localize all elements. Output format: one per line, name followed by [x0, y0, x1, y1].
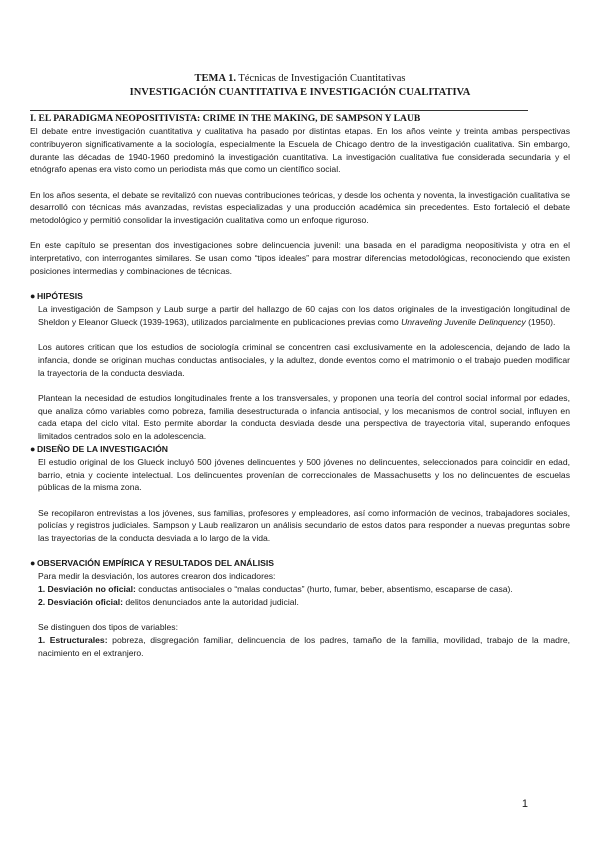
document-body [30, 112, 570, 659]
bullet-icon: ● [30, 291, 36, 301]
paragraph: En los años sesenta, el debate se revitalizó con nuevas contribuciones teóricas, y desde los ochenta y noventa, la investigación cualitativa se desarrolló con técnicas más avanzadas, revistas especializadas y una producción académica sin precedentes. Esto fortaleció el debate metodológico y permitió consolidar la investigación cualitativa como un enfoque riguroso. [30, 189, 570, 225]
bullet-icon: ● [30, 558, 36, 569]
section-title: I. EL PARADIGMA NEOPOSITIVISTA: CRIME IN THE MAKING, DE SAMPSON Y LAUB [30, 113, 421, 124]
list-item: 1. Desviación no oficial: conductas antisociales o “malas conductas” (hurto, fumar, beber, absentismo, escaparse de casa). [38, 584, 513, 594]
topic-number: TEMA 1. [194, 73, 236, 84]
subsection-heading-hipotesis: ● HIPÓTESIS [30, 291, 83, 301]
paragraph: Para medir la desviación, los autores crearon dos indicadores: [38, 571, 276, 582]
bullet-icon: ● [30, 443, 36, 454]
page-number: 1 [521, 798, 528, 810]
header-divider [30, 110, 528, 111]
list-item: 1. Estructurales: pobreza, disgregación familiar, delincuencia de los padres, tamaño de la familia, movilidad, trabajo de la madre, nacimiento en el extranjero. [38, 634, 570, 658]
subsection-heading-observacion: ● OBSERVACIÓN EMPÍRICA Y RESULTADOS DEL ANÁLISIS [30, 558, 274, 569]
topic-title [30, 72, 570, 86]
paragraph: Los autores critican que los estudios de sociología criminal se concentren casi exclusivamente en la adolescencia, dejando de lado la infancia, donde se originan muchas conductas antisociales, y la adultez, donde eventos como el matrimonio o el trabajo pueden modificar la trayectoria de la conducta desviada. [38, 342, 570, 378]
paragraph: El debate entre investigación cuantitativa y cualitativa ha pasado por distintas etapas. En los años veinte y treinta ambas perspectivas contribuyeron significativamente a la sociología, especialmente la Escuela de Chicago dentro de la investigación cualitativa. Sin embargo, durante las décadas de 1940-1960 predominó la investigación cuantitativa. La investigación cualitativa fue considerada secundaria y el etnógrafo apenas era visto como un periodista más que como un científico social. [30, 126, 570, 175]
paragraph: El estudio original de los Glueck incluyó 500 jóvenes delincuentes y 500 jóvenes no delincuentes, seleccionados para coincidir en edad, barrio, etnia y cociente intelectual. Los delincuentes provenían de correccionales de Massachusetts y los no delincuentes de escuelas públicas de la misma zona. [38, 456, 570, 493]
book-title: Unraveling Juvenile Delinquency [401, 316, 526, 327]
topic-name: Técnicas de Investigación Cuantitativas [235, 73, 406, 84]
list-item: 2. Desviación oficial: delitos denunciados ante la autoridad judicial. [38, 596, 299, 607]
paragraph: Plantean la necesidad de estudios longitudinales frente a los transversales, y proponen una teoría del control social informal por edades, que analiza cómo variables como pobreza, familia desestructurada o infancia antisocial, y los mecanismos de control social, influyen en cada etapa del ciclo vital. Esto permite abordar la conducta desviada desde una perspectiva de trayectoria vital, superando enfoques limitados centrados solo en la adolescencia. [38, 392, 570, 441]
document-header [30, 72, 570, 100]
subsection-heading-diseno: ● DISEÑO DE LA INVESTIGACIÓN [30, 443, 168, 454]
paragraph: Se recopilaron entrevistas a los jóvenes, sus familias, profesores y empleadores, así como información de vecinos, trabajadores sociales, policías y registros judiciales. Sampson y Laub realizaron un análisis secundario de estos datos para responder a nuevas preguntas sobre las trayectorias de la conducta desviada a lo largo de la vida. [38, 507, 570, 543]
topic-subtitle: INVESTIGACIÓN CUANTITATIVA E INVESTIGACIÓN CUALITATIVA [129, 87, 471, 98]
paragraph: La investigación de Sampson y Laub surge a partir del hallazgo de 60 cajas con los datos originales de la investigación longitudinal de Sheldon y Eleanor Glueck (1939-1963), utilizados parcialmente en publicaciones previas como Unraveling Juvenile Delinquency (1950). [38, 304, 570, 327]
paragraph: En este capítulo se presentan dos investigaciones sobre delincuencia juvenil: una basada en el paradigma neopositivista y otra en el interpretativo, con interrogantes similares. Se usan como “tipos ideales” para mostrar diferencias metodológicas, reconociendo que existen posiciones intermedias y combinaciones de técnicas. [30, 240, 570, 276]
paragraph: Se distinguen dos tipos de variables: [38, 622, 178, 632]
